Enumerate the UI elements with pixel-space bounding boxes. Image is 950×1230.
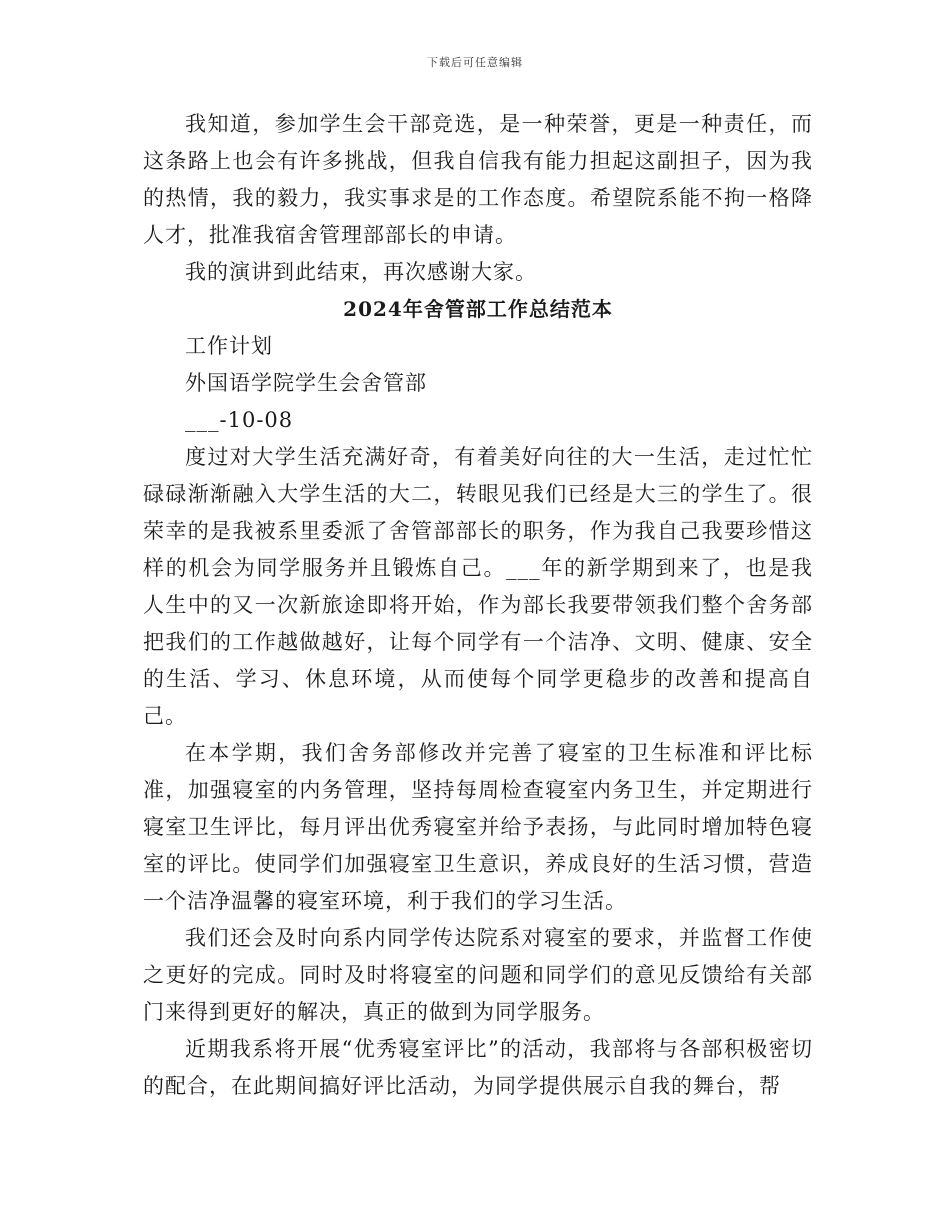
intro-paragraph: 我的演讲到此结束，再次感谢大家。 [185,260,537,284]
page-header: 下载后可任意编辑 [427,56,523,69]
intro-paragraph: 我知道，参加学生会干部竞选，是一种荣誉，更是一种责任，而这条路上也会有许多挑战，但我自信我有能力担起这副担子，因为我的热情，我的毅力，我实事求是的工作态度。希望院系能不拘一格降人才，批准我宿舍管理部部长的申请。 [143,112,813,247]
meta-line-department: 外国语学院学生会舍管部 [185,371,427,395]
document-title: 2024年舍管部工作总结范本 [343,297,613,321]
body-paragraph: 近期我系将开展“优秀寝室评比”的活动，我部将与各部积极密切的配合，在此期间搞好评比活动，为同学提供展示自我的舞台，帮 [143,1037,813,1098]
meta-line-category: 工作计划 [185,334,273,358]
document-body [143,106,813,1105]
body-paragraph: 我们还会及时向系内同学传达院系对寝室的要求，并监督工作使之更好的完成。同时及时将寝室的问题和同学们的意见反馈给有关部门来得到更好的解决，真正的做到为同学服务。 [143,926,813,1024]
body-paragraph: 度过对大学生活充满好奇，有着美好向往的大一生活，走过忙忙碌碌渐渐融入大学生活的大二，转眼见我们已经是大三的学生了。很荣幸的是我被系里委派了舍管部部长的职务，作为我自己我要珍惜这样的机会为同学服务并且锻炼自己。___年的新学期到来了，也是我人生中的又一次新旅途即将开始，作为部长我要带领我们整个舍务部把我们的工作越做越好，让每个同学有一个洁净、文明、健康、安全的生活、学习、休息环境，从而使每个同学更稳步的改善和提高自己。 [143,445,813,728]
meta-line-date: ___-10-08 [185,408,294,432]
body-paragraph: 在本学期，我们舍务部修改并完善了寝室的卫生标准和评比标准，加强寝室的内务管理，坚持每周检查寝室内务卫生，并定期进行寝室卫生评比，每月评出优秀寝室并给予表扬，与此同时增加特色寝室的评比。使同学们加强寝室卫生意识，养成良好的生活习惯，营造一个洁净温馨的寝室环境，利于我们的学习生活。 [143,741,813,913]
